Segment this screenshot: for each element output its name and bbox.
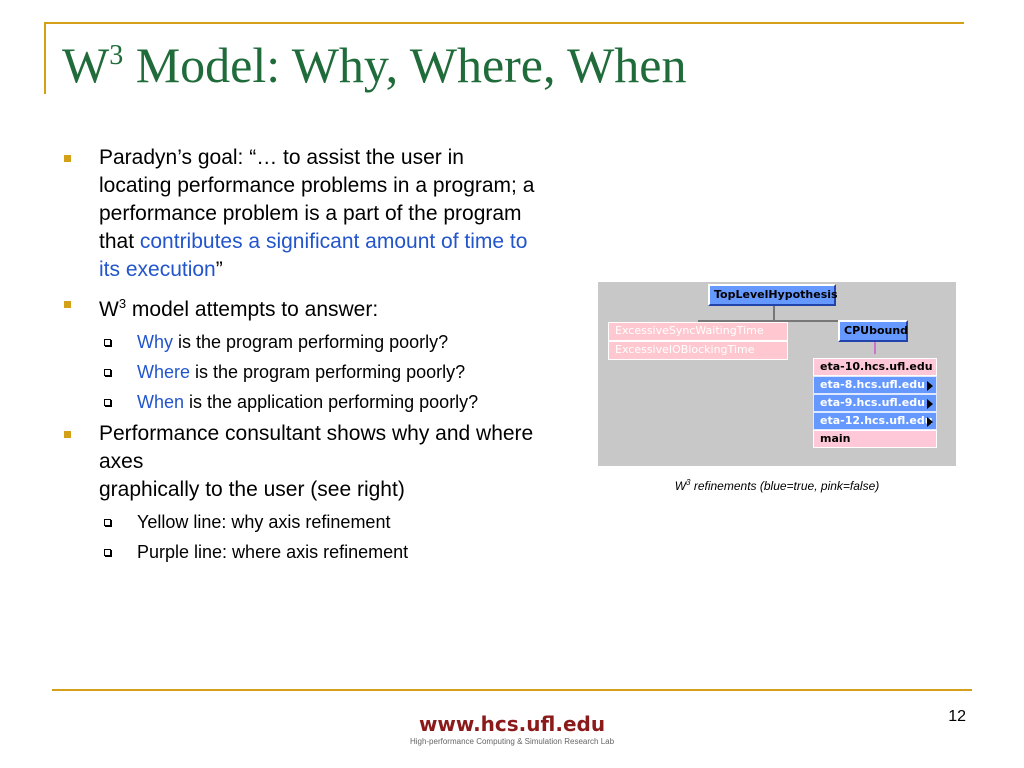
expand-arrow-icon <box>927 399 933 409</box>
sub-bullet-why: Why is the program performing poorly? <box>62 330 542 354</box>
list-item-main[interactable]: main <box>813 430 937 448</box>
bullet-square-icon <box>64 301 71 308</box>
connector-line <box>874 342 876 354</box>
list-item-eta-12[interactable]: eta-12.hcs.ufl.edu <box>813 412 937 430</box>
hollow-square-icon <box>104 339 111 346</box>
list-item-eta-10[interactable]: eta-10.hcs.ufl.edu <box>813 358 937 376</box>
hollow-square-icon <box>104 399 111 406</box>
hollow-square-icon <box>104 369 111 376</box>
frame-top-line <box>44 22 964 24</box>
bullet-paradyn-goal: Paradyn’s goal: “… to assist the user in locating performance problems in a program; a performance problem is a part of the program that contributes a significant amount of time to its execution” <box>62 144 542 284</box>
list-item-eta-8[interactable]: eta-8.hcs.ufl.edu <box>813 376 937 394</box>
hypothesis-node-cpubound[interactable]: CPUbound <box>838 320 908 342</box>
footer-url: www.hcs.ufl.edu <box>418 712 606 736</box>
hollow-square-icon <box>104 519 111 526</box>
w3-refinement-figure <box>598 282 956 466</box>
expand-arrow-icon <box>927 381 933 391</box>
hypothesis-node-io[interactable]: ExcessiveIOBlockingTime <box>608 341 788 360</box>
bullet-square-icon <box>64 431 71 438</box>
hollow-square-icon <box>104 549 111 556</box>
sub-bullet-yellow-line: Yellow line: why axis refinement <box>62 510 542 534</box>
page-number: 12 <box>948 708 966 725</box>
sub-bullet-when: When is the application performing poorly? <box>62 390 542 414</box>
bullet-square-icon <box>64 155 71 162</box>
hypothesis-node-sync[interactable]: ExcessiveSyncWaitingTime <box>608 322 788 341</box>
frame-left-line <box>44 22 46 94</box>
expand-arrow-icon <box>927 417 933 427</box>
sub-bullet-where: Where is the program performing poorly? <box>62 360 542 384</box>
slide-title: $W^3$ Model: Why, Where, When <box>62 37 687 93</box>
sub-bullet-purple-line: Purple line: where axis refinement <box>62 540 542 564</box>
figure-caption: $W^3$ refinements (blue=true, pink=false) <box>674 478 880 493</box>
footer-subtitle: High-performance Computing & Simulation Research Lab <box>409 737 615 746</box>
list-item-eta-9[interactable]: eta-9.hcs.ufl.edu <box>813 394 937 412</box>
bullet-performance-consultant: Performance consultant shows why and where axes graphically to the user (see right) <box>62 420 542 504</box>
bullet-list <box>62 144 542 570</box>
connector-line <box>773 306 775 320</box>
hypothesis-node-top[interactable]: TopLevelHypothesis <box>708 284 836 306</box>
frame-bottom-line <box>52 689 972 691</box>
bullet-w3-model: $W^3$ model attempts to answer: <box>62 290 542 324</box>
